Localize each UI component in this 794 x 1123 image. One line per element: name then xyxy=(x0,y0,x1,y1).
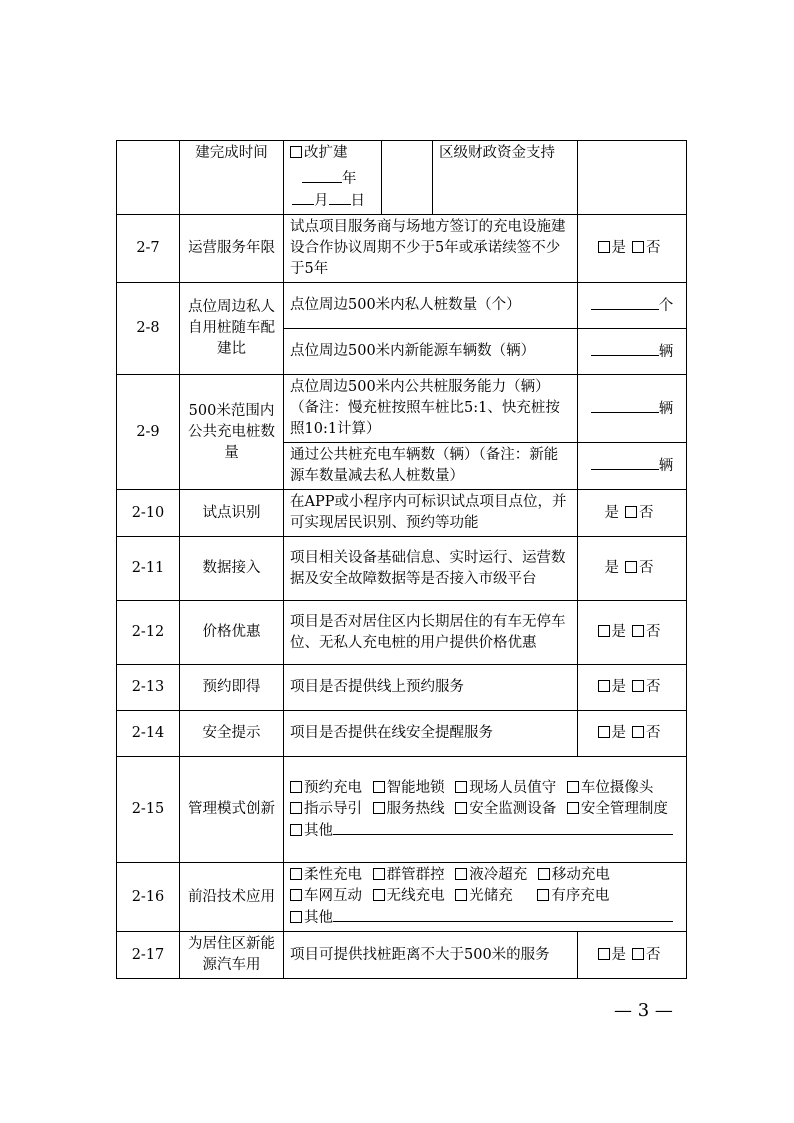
checkbox[interactable] xyxy=(455,889,467,901)
checkbox[interactable] xyxy=(632,680,644,692)
option-checkbox[interactable] xyxy=(567,780,654,796)
checkbox[interactable] xyxy=(373,868,385,880)
table-row xyxy=(117,283,687,329)
checkbox[interactable] xyxy=(290,824,302,836)
other-option[interactable] xyxy=(290,820,680,842)
other-input[interactable] xyxy=(333,820,673,835)
yes-checkbox[interactable] xyxy=(598,679,627,695)
option-checkbox[interactable] xyxy=(373,801,445,817)
month-field[interactable] xyxy=(292,190,314,205)
unit-label: 辆 xyxy=(658,458,674,474)
checkbox[interactable] xyxy=(455,802,467,814)
item-description: 项目相关设备基础信息、实时运行、运营数据及安全故障数据等是否接入市级平台 xyxy=(284,537,578,601)
checkbox[interactable] xyxy=(373,889,385,901)
no-checkbox[interactable] xyxy=(632,624,661,640)
option-label: 现场人员值守 xyxy=(469,779,557,796)
fund-support-label: 区级财政资金支持 xyxy=(433,141,578,215)
checkbox[interactable] xyxy=(632,625,644,637)
option-label: 移动充电 xyxy=(551,867,610,883)
yes-label: 是 xyxy=(611,725,626,741)
item-description: 项目是否对居住区内长期居住的有车无停车位、无私人充电桩的用户提供价格优惠 xyxy=(284,601,578,665)
table-row xyxy=(117,757,687,863)
checkbox[interactable] xyxy=(625,561,637,573)
yes-no-answer xyxy=(578,665,687,711)
row-number: 2-15 xyxy=(117,757,180,863)
item-description: 在APP或小程序内可标识试点项目点位，并可实现居民识别、预约等功能 xyxy=(284,490,578,537)
option-checkbox[interactable] xyxy=(290,888,362,904)
option-label: 柔性充电 xyxy=(304,867,362,883)
row-number: 2-16 xyxy=(117,863,180,932)
yes-label: 是 xyxy=(604,504,619,521)
yes-label: 是 xyxy=(611,240,626,256)
row-number: 2-7 xyxy=(117,215,180,283)
item-name: 价格优惠 xyxy=(180,601,284,665)
item-name: 为居住区新能源汽车用 xyxy=(180,932,284,979)
no-checkbox[interactable] xyxy=(632,725,661,741)
no-label: 否 xyxy=(639,504,654,521)
checkbox[interactable] xyxy=(598,680,610,692)
yes-checkbox[interactable] xyxy=(598,240,627,256)
option-label: 车网互动 xyxy=(304,888,362,904)
option-checkbox[interactable] xyxy=(455,801,556,817)
option-checkbox[interactable] xyxy=(373,867,445,883)
row-number: 2-14 xyxy=(117,711,180,757)
other-input[interactable] xyxy=(333,907,673,922)
blank-cell xyxy=(382,141,433,215)
no-checkbox[interactable] xyxy=(632,240,661,256)
item-description: 点位周边500米内私人桩数量（个） xyxy=(284,283,578,329)
checkbox[interactable] xyxy=(598,948,610,960)
item-description: 试点项目服务商与场地方签订的充电设施建设合作协议周期不少于5年或承诺续签不少于5年 xyxy=(284,215,578,283)
count-input-cell xyxy=(578,329,687,375)
unit-label: 辆 xyxy=(658,343,674,360)
checkbox[interactable] xyxy=(625,506,637,518)
option-label: 车位摄像头 xyxy=(580,779,654,796)
option-checkbox[interactable] xyxy=(537,888,609,904)
checkbox[interactable] xyxy=(373,781,385,793)
technology-options xyxy=(284,863,687,932)
item-name: 前沿技术应用 xyxy=(180,863,284,932)
item-name: 点位周边私人自用桩随车配建比 xyxy=(180,283,284,375)
yes-no-answer xyxy=(578,490,687,537)
table-row xyxy=(117,537,687,601)
checkbox[interactable] xyxy=(632,241,644,253)
table-row xyxy=(117,141,687,215)
unit-label: 辆 xyxy=(658,400,674,417)
option-checkbox[interactable] xyxy=(290,801,362,817)
yes-label: 是 xyxy=(611,946,626,963)
yes-no-answer xyxy=(578,711,687,757)
option-label: 光储充 xyxy=(469,888,513,904)
no-checkbox[interactable] xyxy=(625,505,654,521)
item-name: 500米范围内公共充电桩数量 xyxy=(180,375,284,490)
yes-no-answer xyxy=(578,601,687,665)
checkbox[interactable] xyxy=(598,625,610,637)
item-description: 点位周边500米内公共桩服务能力（辆）（备注：慢充桩按照车桩比5:1、快充桩按照10:1计算） xyxy=(284,375,578,443)
table-row xyxy=(117,215,687,283)
no-label: 否 xyxy=(646,679,661,695)
checkbox[interactable] xyxy=(455,868,467,880)
item-description: 项目是否提供线上预约服务 xyxy=(284,665,578,711)
item-description: 通过公共桩充电车辆数（辆）（备注：新能源车数量减去私人桩数量） xyxy=(284,443,578,490)
day-label: 日 xyxy=(350,193,365,209)
item-name: 建完成时间 xyxy=(180,141,284,215)
application-form-table xyxy=(116,140,687,979)
expand-checkbox-option[interactable] xyxy=(290,143,375,164)
month-label: 月 xyxy=(314,193,329,209)
no-label: 否 xyxy=(646,624,661,640)
item-name: 运营服务年限 xyxy=(180,215,284,283)
option-label: 安全监测设备 xyxy=(469,800,557,817)
checkbox[interactable] xyxy=(537,889,549,901)
checkbox[interactable] xyxy=(598,726,610,738)
option-checkbox[interactable] xyxy=(567,801,668,817)
no-label: 否 xyxy=(646,240,661,256)
checkbox[interactable] xyxy=(290,781,302,793)
unit-label: 个 xyxy=(658,297,674,314)
row-number: 2-8 xyxy=(117,283,180,375)
option-label: 服务热线 xyxy=(386,800,445,817)
option-label: 安全管理制度 xyxy=(580,800,668,817)
count-input[interactable] xyxy=(591,295,659,310)
yes-no-answer xyxy=(578,537,687,601)
item-name: 数据接入 xyxy=(180,537,284,601)
no-label: 否 xyxy=(646,946,661,963)
option-checkbox[interactable] xyxy=(538,867,610,883)
option-label: 其他 xyxy=(304,910,333,926)
checkbox[interactable] xyxy=(290,868,302,880)
yes-option[interactable] xyxy=(605,560,620,576)
checkbox[interactable] xyxy=(373,802,385,814)
item-description: 点位周边500米内新能源车辆数（辆） xyxy=(284,329,578,375)
no-checkbox[interactable] xyxy=(625,560,654,576)
checkbox[interactable] xyxy=(290,889,302,901)
count-input[interactable] xyxy=(591,398,659,413)
yes-no-answer xyxy=(578,215,687,283)
item-description: 项目可提供找桩距离不大于500米的服务 xyxy=(284,932,578,979)
table-row xyxy=(117,932,687,979)
checkbox[interactable] xyxy=(567,802,579,814)
yes-checkbox[interactable] xyxy=(598,624,627,640)
option-checkbox[interactable] xyxy=(373,780,445,796)
checkbox[interactable] xyxy=(290,146,302,158)
option-label: 有序充电 xyxy=(551,888,610,904)
table-row xyxy=(117,665,687,711)
row-number: 2-17 xyxy=(117,932,180,979)
option-label: 指示导引 xyxy=(304,800,362,817)
yes-option[interactable] xyxy=(605,505,620,521)
table-row xyxy=(117,863,687,932)
yes-no-answer xyxy=(578,932,687,979)
checkbox[interactable] xyxy=(455,781,467,793)
count-input[interactable] xyxy=(591,341,659,356)
option-label: 无线充电 xyxy=(386,888,445,904)
checkbox[interactable] xyxy=(567,781,579,793)
option-checkbox[interactable] xyxy=(290,780,362,796)
option-checkbox[interactable] xyxy=(455,867,527,883)
count-input[interactable] xyxy=(591,455,659,470)
row-number: 2-9 xyxy=(117,375,180,490)
management-options xyxy=(284,757,687,863)
checkbox[interactable] xyxy=(290,911,302,923)
option-label: 预约充电 xyxy=(304,779,362,796)
row-number: 2-11 xyxy=(117,537,180,601)
item-name: 管理模式创新 xyxy=(180,757,284,863)
count-input-cell xyxy=(578,443,687,490)
yes-checkbox[interactable] xyxy=(598,947,627,963)
no-label: 否 xyxy=(646,725,661,741)
yes-label: 是 xyxy=(611,624,626,640)
item-name: 安全提示 xyxy=(180,711,284,757)
option-label: 改扩建 xyxy=(304,145,348,161)
count-input-cell xyxy=(578,283,687,329)
option-checkbox[interactable] xyxy=(290,867,362,883)
year-label: 年 xyxy=(342,171,357,187)
fund-support-answer[interactable] xyxy=(578,141,687,215)
table-row xyxy=(117,711,687,757)
other-option[interactable] xyxy=(290,907,680,929)
row-number-cell xyxy=(117,141,180,215)
option-label: 液冷超充 xyxy=(469,867,528,883)
table-row xyxy=(117,375,687,443)
item-name: 预约即得 xyxy=(180,665,284,711)
option-checkbox[interactable] xyxy=(455,888,513,904)
yes-label: 是 xyxy=(604,560,619,576)
row-number: 2-10 xyxy=(117,490,180,537)
row-number: 2-12 xyxy=(117,601,180,665)
item-name: 试点识别 xyxy=(180,490,284,537)
checkbox[interactable] xyxy=(632,726,644,738)
checkbox[interactable] xyxy=(538,868,550,880)
no-label: 否 xyxy=(639,560,654,576)
checkbox[interactable] xyxy=(598,241,610,253)
expand-build-cell xyxy=(284,141,382,215)
option-checkbox[interactable] xyxy=(455,780,556,796)
count-input-cell xyxy=(578,375,687,443)
yes-label: 是 xyxy=(611,679,626,695)
yes-checkbox[interactable] xyxy=(598,725,627,741)
day-field[interactable] xyxy=(329,190,351,205)
item-description: 项目是否提供在线安全提醒服务 xyxy=(284,711,578,757)
option-checkbox[interactable] xyxy=(373,888,445,904)
page-number: — 3 — xyxy=(614,1000,673,1021)
option-label: 群管群控 xyxy=(386,867,445,883)
option-label: 智能地锁 xyxy=(386,779,445,796)
checkbox[interactable] xyxy=(632,948,644,960)
table-row xyxy=(117,601,687,665)
no-checkbox[interactable] xyxy=(632,679,661,695)
row-number: 2-13 xyxy=(117,665,180,711)
checkbox[interactable] xyxy=(290,802,302,814)
option-label: 其他 xyxy=(304,822,333,839)
year-field[interactable] xyxy=(302,168,342,183)
table-row xyxy=(117,490,687,537)
no-checkbox[interactable] xyxy=(632,947,661,963)
